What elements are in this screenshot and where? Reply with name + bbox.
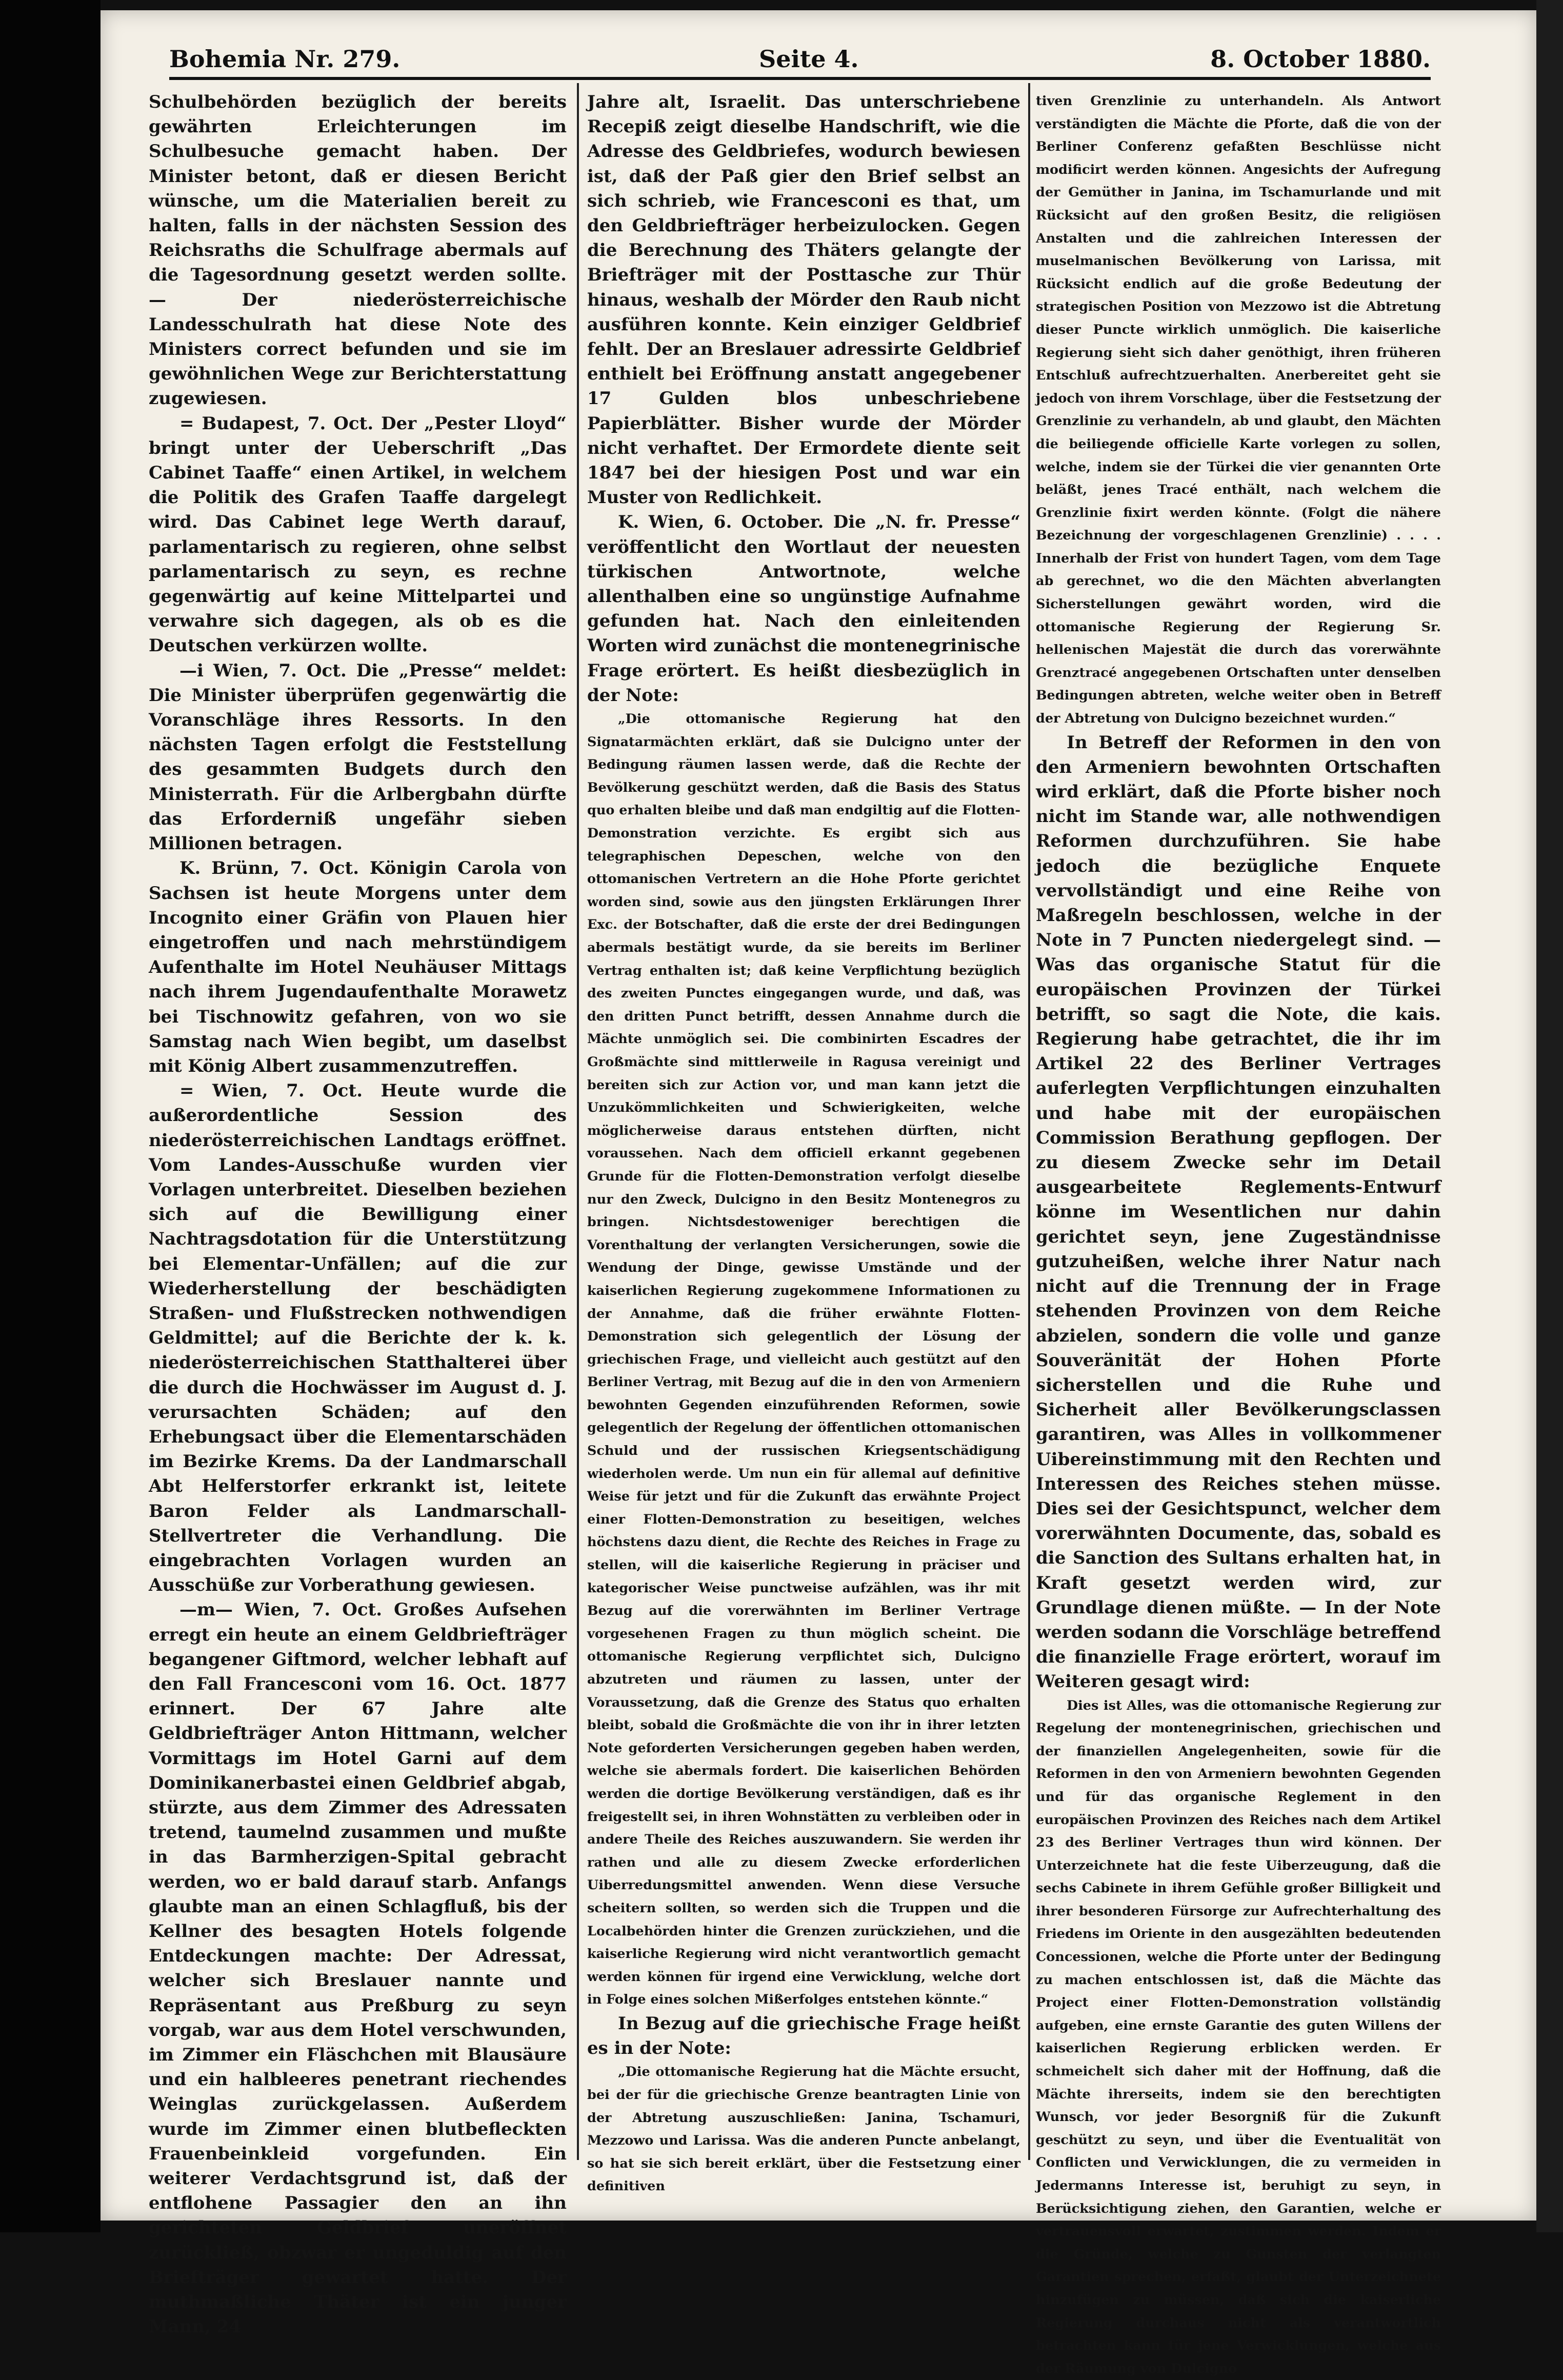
article-paragraph: = Wien, 7. Oct. Heute wurde die außerordentliche Session des niederösterreichischen Landtags eröffnet. Vom Landes-Ausschuße wurden vier Vorlagen unterbreitet. Dieselben beziehen sich auf die Bewilligung einer Nachtragsdotation für die Unterstützung bei Elementar-Unfällen; auf die zur Wiederherstellung der beschädigten Straßen- und Flußstrecken nothwendigen Geldmittel; auf die Berichte der k. k. niederösterreichischen Statthalterei über die durch die Hochwässer im August d. J. verursachten Schäden; auf den Erhebungsact über die Elementarschäden im Bezirke Krems. Da der Landmarschall Abt Helferstorfer erkrankt ist, leitete Baron Felder als Landmarschall-Stellvertreter die Verhandlung. Die eingebrachten Vorlagen wurden an Ausschüße zur Vorberathung gewiesen. — [149, 1081, 567, 1596]
article-paragraph: Dies ist Alles, was die ottomanische Regierung zur Regelung der montenegrinischen, griechischen und der finanziellen Angelegenheiten, sowie für die Reformen in den von Armeniern bewohnten Gegenden und für das organische Reglement in den europäischen Provinzen des Reiches nach dem Artikel 23 des Berliner Vertrages thun wird können. Der Unterzeichnete hat die feste Uiberzeugung, daß die sechs Cabinete in ihrem Gefühle großer Billigkeit und ihrer besonderen Fürsorge zur Aufrechterhaltung des Friedens im Oriente in den ausgezählten bedeutenden Concessionen, welche die Pforte unter der Bedingung zu machen entschlossen ist, daß die Mächte das Project einer Flotten-Demonstration vollständig aufgeben, eine ernste Garantie des guten Willens der kaiserlichen Regierung erblicken werden. Er schmeichelt sich daher mit der Hoffnung, daß die Mächte ihrerseits, indem sie den berechtigten Wunsch, vor jeder Besorgniß für die Zukunft geschützt zu seyn, und über die Eventualität von Conflicten und Verwicklungen, die zu vermeiden in Jedermanns Interesse ist, beruhigt zu seyn, in Berücksichtigung ziehen, den Garantien, welche er vertrauensvoll erwartet, zustimmen werden. Indem er die Gründe, welche zu Gunsten der verlangten Garantien sprechen, erfaßt, glaubt der Unterzeichnete hinzufügen zu müssen, daß sich die kaiserliche Regierung durchaus nicht als verantwortlich betrachten kann für jene Verwicklungen, welche aus der Räumung von Dulcigno — [1036, 1697, 1441, 2376]
text-column-3 — [1036, 90, 1441, 2376]
column-rule — [577, 83, 579, 2160]
article-paragraph: = Budapest, 7. Oct. Der „Pester Lloyd“ bringt unter der Ueberschrift „Das Cabinet Taaffe“ einen Artikel, in welchem die Politik des Grafen Taaffe dargelegt wird. Das Cabinet lege Werth darauf, parlamentarisch zu regieren, ohne selbst parlamentarisch zu seyn, es rechne gegenwärtig auf keine Mittelpartei und verwahre sich dagegen, als ob es die Deutschen verkürzen wollte. — [149, 413, 567, 656]
header-page-number: Seite 4. — [759, 45, 859, 73]
article-paragraph: tiven Grenzlinie zu unterhandeln. Als Antwort verständigten die Mächte die Pforte, daß die von der Berliner Conferenz gefaßten Beschlüsse nicht modificirt werden können. Angesichts der Aufregung der Gemüther in Janina, im Tschamurlande und mit Rücksicht auf den großen Besitz, die religiösen Anstalten und die zahlreichen Interessen der muselmanischen Bevölkerung von Larissa, mit Rücksicht endlich auf die große Bedeutung der strategischen Position von Mezzowo ist die Abtretung dieser Puncte wirklich unmöglich. Die kaiserliche Regierung sieht sich daher genöthigt, ihren früheren Entschluß aufrechtzuerhalten. Anerbereitet geht sie jedoch von ihrem Vorschlage, über die Festsetzung der Grenzlinie zu verhandeln, ab und glaubt, den Mächten die beiliegende officielle Karte vorlegen zu sollen, welche, indem sie der Türkei die vier genannten Orte beläßt, jenes Tracé enthält, nach welchem die Grenzlinie fixirt werden könnte. (Folgt die nähere Bezeichnung der vorgeschlagenen Grenzlinie) . . . . Innerhalb der Frist von hundert Tagen, vom dem Tage ab gerechnet, wo die den Mächten abverlangten Sicherstellungen gewährt worden, wird die ottomanische Regierung der Regierung Sr. hellenischen Majestät die durch das vorerwähnte Grenztracé angegebenen Ortschaften unter denselben Bedingungen abtreten, welche weiter oben in Betreff der Abtretung von Dulcigno bezeichnet wurden.“ — [1036, 93, 1441, 727]
scan-right-border — [1536, 0, 1563, 2232]
header-publication: Bohemia Nr. 279. — [169, 45, 400, 73]
article-paragraph: —m— Wien, 7. Oct. Großes Aufsehen erregt ein heute an einem Geldbriefträger begangener Giftmord, welcher lebhaft auf den Fall Francesconi vom 16. Oct. 1877 erinnert. Der 67 Jahre alte Geldbriefträger Anton Hittmann, welcher Vormittags im Hotel Garni auf dem Dominikanerbastei einen Geldbrief abgab, stürzte, aus dem Zimmer des Adressaten tretend, taumelnd zusammen und mußte in das Barmherzigen-Spital gebracht werden, wo er bald darauf starb. Anfangs glaubte man an einen Schlagfluß, bis der Kellner des besagten Hotels folgende Entdeckungen machte: Der Adressat, welcher sich Breslauer nannte und Repräsentant aus Preßburg zu seyn vorgab, war aus dem Hotel verschwunden, im Zimmer ein Fläschchen mit Blausäure und ein halbleeres penetrant riechendes Weinglas zurückgelassen. Außerdem wurde im Zimmer einen blutbefleckten Frauenbeinkleid vorgefunden. Ein weiterer Verdachtsgrund ist, daß der entflohene Passagier den an ihn gerichteten Geldbrief uneröffnet zurückließ, obzwar er ungeduldig auf den Briefträger gewartet hatte. Der muthmaßliche Thäter ist ein junger Mann, 24 — [149, 1599, 567, 2337]
scan-left-border — [0, 0, 101, 2232]
article-paragraph: „Die ottomanische Regierung hat die Mächte ersucht, bei der für die griechische Grenze beantragten Linie von der Abtretung auszuschließen: Janina, Tschamuri, Mezzowo und Larissa. Was die anderen Puncte anbelangt, so hat sie sich bereit erklärt, über die Festsetzung einer definitiven — [587, 2064, 1020, 2194]
article-paragraph: K. Wien, 6. October. Die „N. fr. Presse“ veröffentlicht den Wortlaut der neuesten türkischen Antwortnote, welche allenthalben eine so ungünstige Aufnahme gefunden hat. Nach den einleitenden Worten wird zunächst die montenegrinische Frage erörtert. Es heißt diesbezüglich in der Note: — [587, 512, 1020, 706]
article-paragraph: —i Wien, 7. Oct. Die „Presse“ meldet: Die Minister überprüfen gegenwärtig die Voranschläge ihres Ressorts. In den nächsten Tagen erfolgt die Feststellung des gesammten Budgets durch den Ministerrath. Für die Arlbergbahn dürfte das Erforderniß ungefähr sieben Millionen betragen. — [149, 660, 567, 854]
running-header — [169, 45, 1431, 81]
column-rule — [1028, 83, 1030, 2160]
header-rule — [169, 77, 1431, 80]
article-paragraph: Jahre alt, Israelit. Das unterschriebene Recepiß zeigt dieselbe Handschrift, wie die Adresse des Geldbriefes, wodurch bewiesen ist, daß der Paß gier den Brief selbst an sich schrieb, wie Francesconi es that, um den Geldbriefträger herbeizulocken. Gegen die Berechnung des Thäters gelangte der Briefträger mit der Posttasche zur Thür hinaus, weshalb der Mörder den Raub nicht ausführen konnte. Kein einziger Geldbrief fehlt. Der an Breslauer adressirte Geldbrief enthielt bei Eröffnung anstatt angegebener 17 Gulden blos unbeschriebene Papierblätter. Bisher wurde der Mörder nicht verhaftet. Der Ermordete diente seit 1847 bei der hiesigen Post und war ein Muster von Redlichkeit. — [587, 92, 1020, 508]
text-column-1 — [149, 90, 567, 2337]
header-date: 8. October 1880. — [1210, 45, 1431, 73]
article-paragraph: K. Brünn, 7. Oct. Königin Carola von Sachsen ist heute Morgens unter dem Incognito einer Gräfin von Plauen hier eingetroffen und nach mehrstündigem Aufenthalte im Hotel Neuhäuser Mittags nach ihrem Jugendaufenthalte Morawetz bei Tischnowitz gefahren, von wo sie Samstag nach Wien begibt, um daselbst mit König Albert zusammenzutreffen. — [149, 858, 567, 1076]
article-paragraph: In Bezug auf die griechische Frage heißt es in der Note: — [587, 2013, 1020, 2059]
article-paragraph: In Betreff der Reformen in den von den Armeniern bewohnten Ortschaften wird erklärt, daß die Pforte bisher noch nicht im Stande war, alle nothwendigen Reformen durchzuführen. Sie habe jedoch die bezügliche Enquete vervollständigt und eine Reihe von Maßregeln beschlossen, welche in der Note in 7 Puncten niedergelegt sind. — Was das organische Statut für die europäischen Provinzen der Türkei betrifft, so sagt die Note, die kais. Regierung habe getrachtet, die ihr im Artikel 22 des Berliner Vertrages auferlegten Verpflichtungen einzuhalten und habe mit der europäischen Commission Berathung gepflogen. Der zu diesem Zwecke sehr im Detail ausgearbeitete Reglements-Entwurf könne im Wesentlichen nur dahin gerichtet seyn, jene Zugeständnisse gutzuheißen, welche ihrer Natur nach nicht auf die Trennung der in Frage stehenden Provinzen von dem Reiche abzielen, sondern die volle und ganze Souveränität der Hohen Pforte sicherstellen und die Ruhe und Sicherheit aller Bevölkerungsclassen garantiren, was Alles in vollkommener Uibereinstimmung mit den Rechten und Interessen des Reiches stehen müsse. Dies sei der Gesichtspunct, welcher dem vorerwähnten Documente, das, sobald es die Sanction des Sultans erhalten hat, in Kraft gesetzt werden wird, zur Grundlage dienen müßte. — In der Note werden sodann die Vorschläge betreffend die finanzielle Frage erörtert, worauf im Weiteren gesagt wird: — [1036, 732, 1441, 1692]
article-paragraph: Schulbehörden bezüglich der bereits gewährten Erleichterungen im Schulbesuche gemacht haben. Der Minister betont, daß er diesen Bericht wünsche, um die Materialien bereit zu halten, falls in der nächsten Session des Reichsraths die Schulfrage abermals auf die Tagesordnung gesetzt werden sollte. — Der niederösterreichische Landesschulrath hat diese Note des Ministers correct befunden und sie im gewöhnlichen Wege zur Berichterstattung zugewiesen. — [149, 92, 567, 409]
article-paragraph: „Die ottomanische Regierung hat den Signatarmächten erklärt, daß sie Dulcigno unter der Bedingung räumen lassen werde, daß die Rechte der Bevölkerung geschützt werden, daß die Basis des Status quo erhalten bleibe und daß man endgiltig auf die Flotten-Demonstration verzichte. Es ergibt sich aus telegraphischen Depeschen, welche von den ottomanischen Vertretern an die Hohe Pforte gerichtet worden sind, sowie aus den jüngsten Erklärungen Ihrer Exc. der Botschafter, daß die erste der drei Bedingungen abermals bestätigt wurde, da sie bereits im Berliner Vertrag enthalten ist; daß keine Verpflichtung bezüglich des zweiten Punctes eingegangen wurde, und daß, was den dritten Punct betrifft, dessen Annahme durch die Mächte unmöglich sei. Die combinirten Escadres der Großmächte sind mittlerweile in Ragusa vereinigt und bereiten sich zur Action vor, und man kann jetzt die Unzukömmlichkeiten und Schwierigkeiten, welche möglicherweise daraus entstehen dürften, nicht voraussehen. Nach dem officiell erkannt gegebenen Grunde für die Flotten-Demonstration verfolgt dieselbe nur den Zweck, Dulcigno in den Besitz Montenegros zu bringen. Nichtsdestoweniger berechtigen die Vorenthaltung der verlangten Versicherungen, sowie die Wendung der Dinge, gewisse Umstände und der kaiserlichen Regierung zugekommene Informationen zu der Annahme, daß die früher erwähnte Flotten-Demonstration sich gelegentlich der Lösung der griechischen Frage, und vielleicht auch gestützt auf den Berliner Vertrag, mit Bezug auf die in den von Armeniern bewohnten Gegenden einzuführenden Reformen, sowie gelegentlich der Regelung der öffentlichen ottomanischen Schuld und der russischen Kriegsentschädigung wiederholen werde. Um nun ein für allemal auf definitive Weise für jetzt und für die Zukunft das erwähnte Project einer Flotten-Demonstration zu beseitigen, welches höchstens dazu dient, die Rechte des Reiches in Frage zu stellen, will die kaiserliche Regierung in präciser und kategorischer Weise punctweise aufzählen, was ihr mit Bezug auf die vorerwähnten im Berliner Vertrage vorgesehenen Fragen zu thun möglich scheint. Die ottomanische Regierung verpflichtet sich, Dulcigno abzutreten und räumen zu lassen, unter der Voraussetzung, daß die Grenze des Status quo erhalten bleibt, sobald die Großmächte die von ihr in ihrer letzten Note geforderten Versicherungen gegeben haben werden, welche sie abermals fordert. Die kaiserlichen Behörden werden die dortige Bevölkerung verständigen, daß es ihr freigestellt sei, in ihren Wohnstätten zu verbleiben oder in andere Theile des Reiches auszuwandern. Sie werden ihr rathen und alle zu diesem Zwecke erforderlichen Uiberredungsmittel anwenden. Wenn diese Versuche scheitern sollten, so werden sich die Truppen und die Localbehörden hinter die Grenzen zurückziehen, und die kaiserliche Regierung wird nicht verantwortlich gemacht werden können für irgend eine Verwicklung, welche dort in Folge eines solchen Mißerfolges entstehen könnte.“ — [587, 711, 1020, 2008]
text-column-2 — [587, 90, 1020, 2194]
